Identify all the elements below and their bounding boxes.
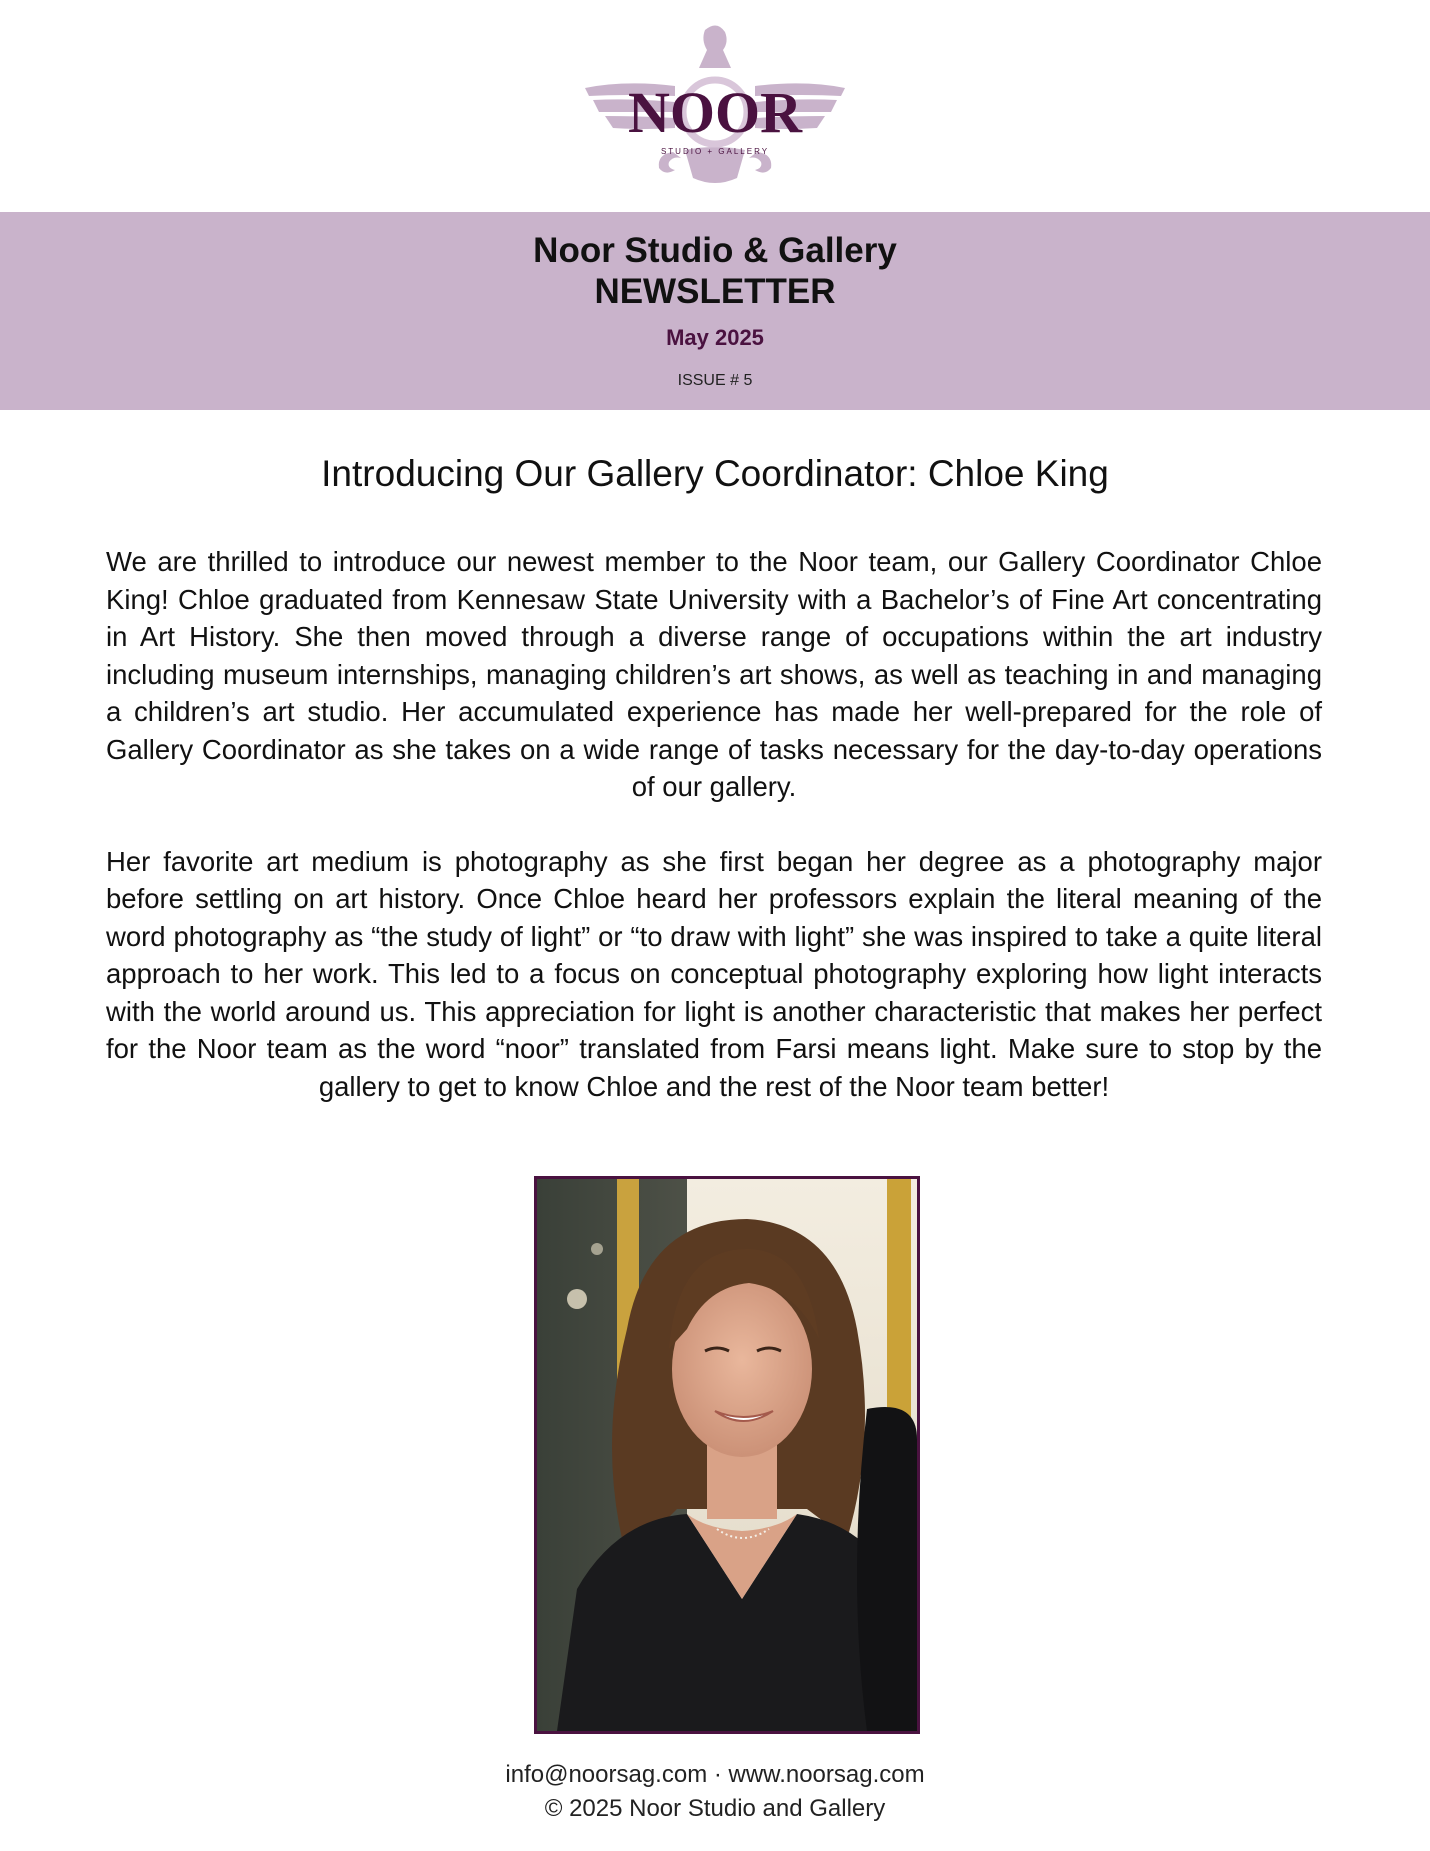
footer-copyright: © 2025 Noor Studio and Gallery <box>544 1795 886 1822</box>
portrait-photo-icon <box>537 1179 917 1731</box>
article-paragraph: Her favorite art medium is photography as she first began her degree as a photography major before settling on art history. Once Chloe heard her professors explain the literal meaning of the word photography as “the study of light” or “to draw with light” she was inspired to take a quite literal approach to her work. This led to a focus on conceptual photography exploring how light interacts with the world around us. This appreciation for light is another characteristic that makes her perfect for the Noor team as the word “noor” translated from Farsi means light. Make sure to stop by the gallery to get to know Chloe and the rest of the Noor team better! <box>106 845 1322 1102</box>
issue-date: May 2025 <box>666 325 764 350</box>
faravahar-winged-emblem-icon <box>565 20 865 200</box>
newsletter-banner <box>0 212 1430 410</box>
newsletter-title-line1: Noor Studio & Gallery <box>533 231 897 270</box>
logo-tagline: STUDIO + GALLERY <box>660 147 770 156</box>
article-body <box>106 543 1322 1142</box>
article-title: Introducing Our Gallery Coordinator: Chloe King <box>321 453 1109 494</box>
newsletter-title-line2: NEWSLETTER <box>594 272 836 311</box>
footer <box>0 1758 1430 1826</box>
logo-wordmark: NOOR <box>628 80 802 145</box>
staff-portrait-photo <box>534 1176 920 1734</box>
article-paragraph: We are thrilled to introduce our newest member to the Noor team, our Gallery Coordinator Chloe King! Chloe graduated from Kennesaw State University with a Bachelor’s of Fine Art concentrating in Art History. She then moved through a diverse range of occupations within the art industry including museum internships, managing children’s art shows, as well as teaching in and managing a children’s art studio. Her accumulated experience has made her well-prepared for the role of Gallery Coordinator as she takes on a wide range of tasks necessary for the day-to-day operations of our gallery. <box>106 546 1322 802</box>
issue-number: ISSUE # 5 <box>677 372 753 389</box>
newsletter-title <box>0 230 1430 312</box>
logo <box>0 20 1430 200</box>
footer-contact: info@noorsag.com · www.noorsag.com <box>505 1761 925 1788</box>
